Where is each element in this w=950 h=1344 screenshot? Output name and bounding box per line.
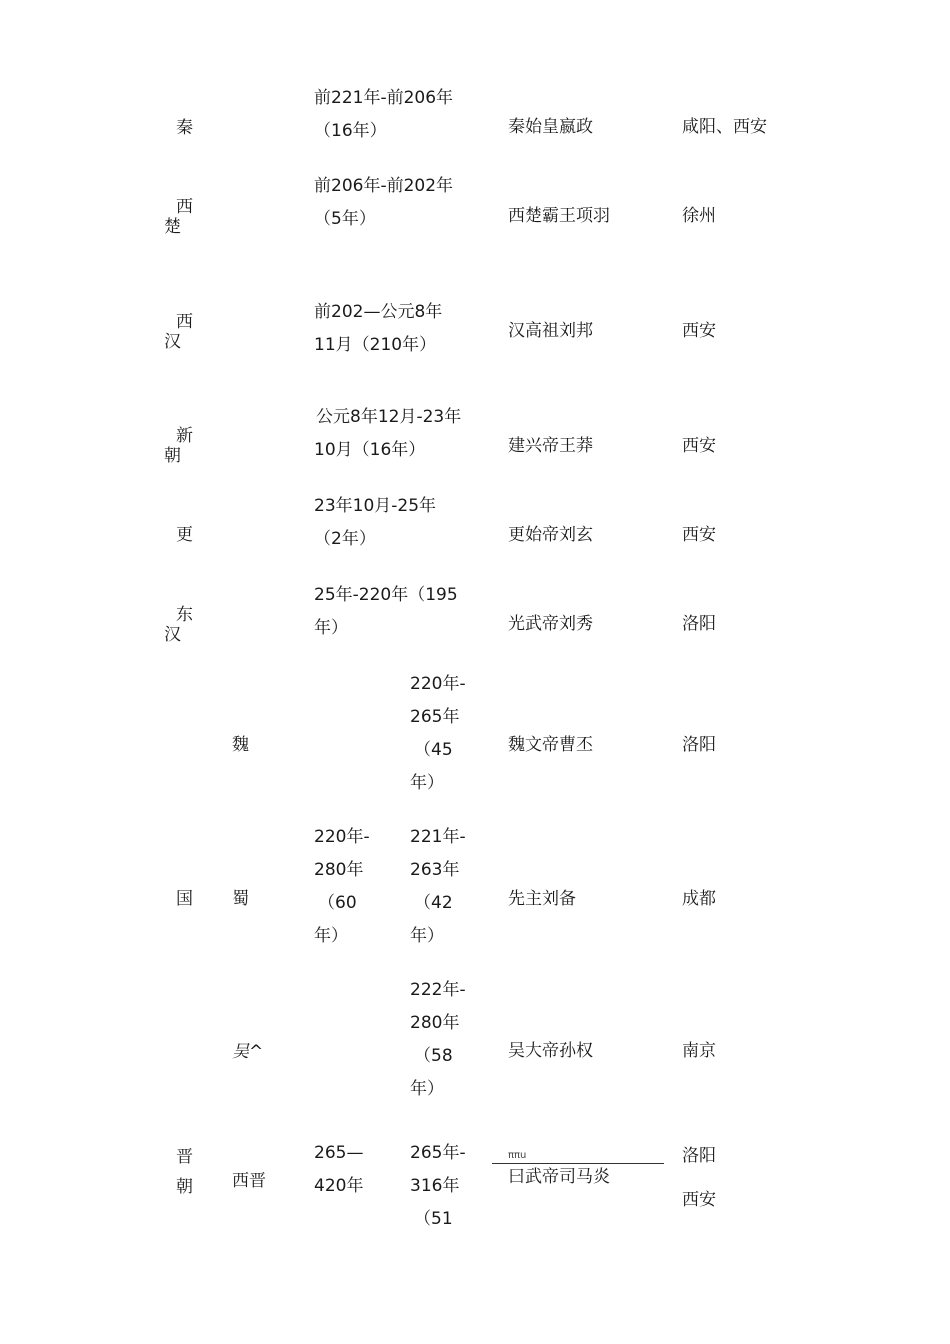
period-line: 220年- <box>410 674 466 694</box>
sub-period-xijin <box>410 1137 466 1236</box>
dynasty-name-jin-1: 晋 <box>176 1147 193 1167</box>
period-xinchao <box>316 401 461 467</box>
period-line: 11月（210年） <box>314 335 437 355</box>
period-xichu <box>314 170 453 236</box>
founder-qin: 秦始皇嬴政 <box>508 117 593 137</box>
period-line: （58 <box>414 1046 453 1066</box>
period-line: 年） <box>314 926 348 946</box>
period-line: （51 <box>414 1209 453 1229</box>
period-line: 220年- <box>314 827 370 847</box>
dynasty-name-xichu-2: 楚 <box>164 217 181 237</box>
capital-donghan: 洛阳 <box>682 614 716 634</box>
period-jin <box>314 1137 363 1203</box>
period-line: 年） <box>410 926 444 946</box>
period-line: 前206年-前202年 <box>314 176 454 196</box>
capital-qin: 咸阳、西安 <box>682 117 767 137</box>
period-line: 280年 <box>410 1013 460 1033</box>
period-donghan <box>314 579 458 645</box>
dynasty-name-sanguo: 国 <box>176 889 193 909</box>
capital-gengshi: 西安 <box>682 525 716 545</box>
state-name-wei: 魏 <box>232 735 249 755</box>
founder-donghan: 光武帝刘秀 <box>508 614 593 634</box>
dynasty-name-xihan-1: 西 <box>176 312 193 332</box>
founder-wei: 魏文帝曹丕 <box>508 735 593 755</box>
dynasty-name-jin-2: 朝 <box>176 1177 193 1197</box>
period-line: 222年- <box>410 980 466 1000</box>
state-name-shu: 蜀 <box>232 889 249 909</box>
capital-xijin-1: 洛阳 <box>682 1146 716 1166</box>
period-line: （2年） <box>314 529 376 549</box>
period-line: 年） <box>410 773 444 793</box>
dynasty-name-qin: 秦 <box>176 118 193 138</box>
period-line: 年） <box>314 618 348 638</box>
founder-xijin: 曰武帝司马炎 <box>508 1167 610 1187</box>
period-line: （16年） <box>314 121 387 141</box>
period-line: （45 <box>414 740 453 760</box>
period-line: （5年） <box>314 209 376 229</box>
dynasty-name-donghan-2: 汉 <box>164 625 181 645</box>
capital-shu: 成都 <box>682 889 716 909</box>
table-rule <box>492 1163 664 1164</box>
period-line: 公元8年12月-23年 <box>316 407 462 427</box>
capital-xihan: 西安 <box>682 321 716 341</box>
dynasty-name-xihan-2: 汉 <box>164 332 181 352</box>
period-line: 23年10月-25年 <box>314 496 437 516</box>
period-line: 265年- <box>410 1143 466 1163</box>
period-line: 280年 <box>314 860 364 880</box>
founder-xichu: 西楚霸王项羽 <box>508 206 610 226</box>
state-name-wu: 吴^ <box>232 1042 264 1062</box>
period-line: 265年 <box>410 707 460 727</box>
period-xihan <box>314 296 442 362</box>
period-line: 263年 <box>410 860 460 880</box>
period-line: （60 <box>318 893 357 913</box>
period-line: 316年 <box>410 1176 460 1196</box>
sub-period-shu <box>410 821 466 953</box>
state-name-xijin: 西晋 <box>232 1171 266 1191</box>
founder-xihan: 汉高祖刘邦 <box>508 321 593 341</box>
period-sanguo <box>314 821 370 953</box>
dynasty-name-xinchao-2: 朝 <box>164 446 181 466</box>
founder-shu: 先主刘备 <box>508 889 576 909</box>
period-line: （42 <box>414 893 453 913</box>
sub-period-wu <box>410 974 466 1106</box>
founder-wu: 吴大帝孙权 <box>508 1041 593 1061</box>
dynasty-name-donghan-1: 东 <box>176 605 193 625</box>
sub-period-wei <box>410 668 466 800</box>
capital-wu: 南京 <box>682 1041 716 1061</box>
dynasty-name-xichu-1: 西 <box>176 197 193 217</box>
period-line: 265— <box>314 1143 364 1163</box>
dynasty-name-gengshi: 更 <box>176 525 193 545</box>
capital-xichu: 徐州 <box>682 206 716 226</box>
period-gengshi <box>314 490 436 556</box>
period-qin <box>314 82 453 148</box>
dynasty-name-xinchao-1: 新 <box>176 426 193 446</box>
period-line: 前202—公元8年 <box>314 302 443 322</box>
founder-xinchao: 建兴帝王莽 <box>508 436 593 456</box>
period-line: 221年- <box>410 827 466 847</box>
capital-wei: 洛阳 <box>682 735 716 755</box>
founder-gengshi: 更始帝刘玄 <box>508 525 593 545</box>
period-line: 420年 <box>314 1176 364 1196</box>
period-line: 10月（16年） <box>314 440 426 460</box>
capital-xijin-2: 西安 <box>682 1190 716 1210</box>
founder-fragment-xijin: ππu <box>508 1150 527 1161</box>
period-line: 年） <box>410 1079 444 1099</box>
period-line: 25年-220年（195 <box>314 585 458 605</box>
capital-xinchao: 西安 <box>682 436 716 456</box>
period-line: 前221年-前206年 <box>314 88 454 108</box>
